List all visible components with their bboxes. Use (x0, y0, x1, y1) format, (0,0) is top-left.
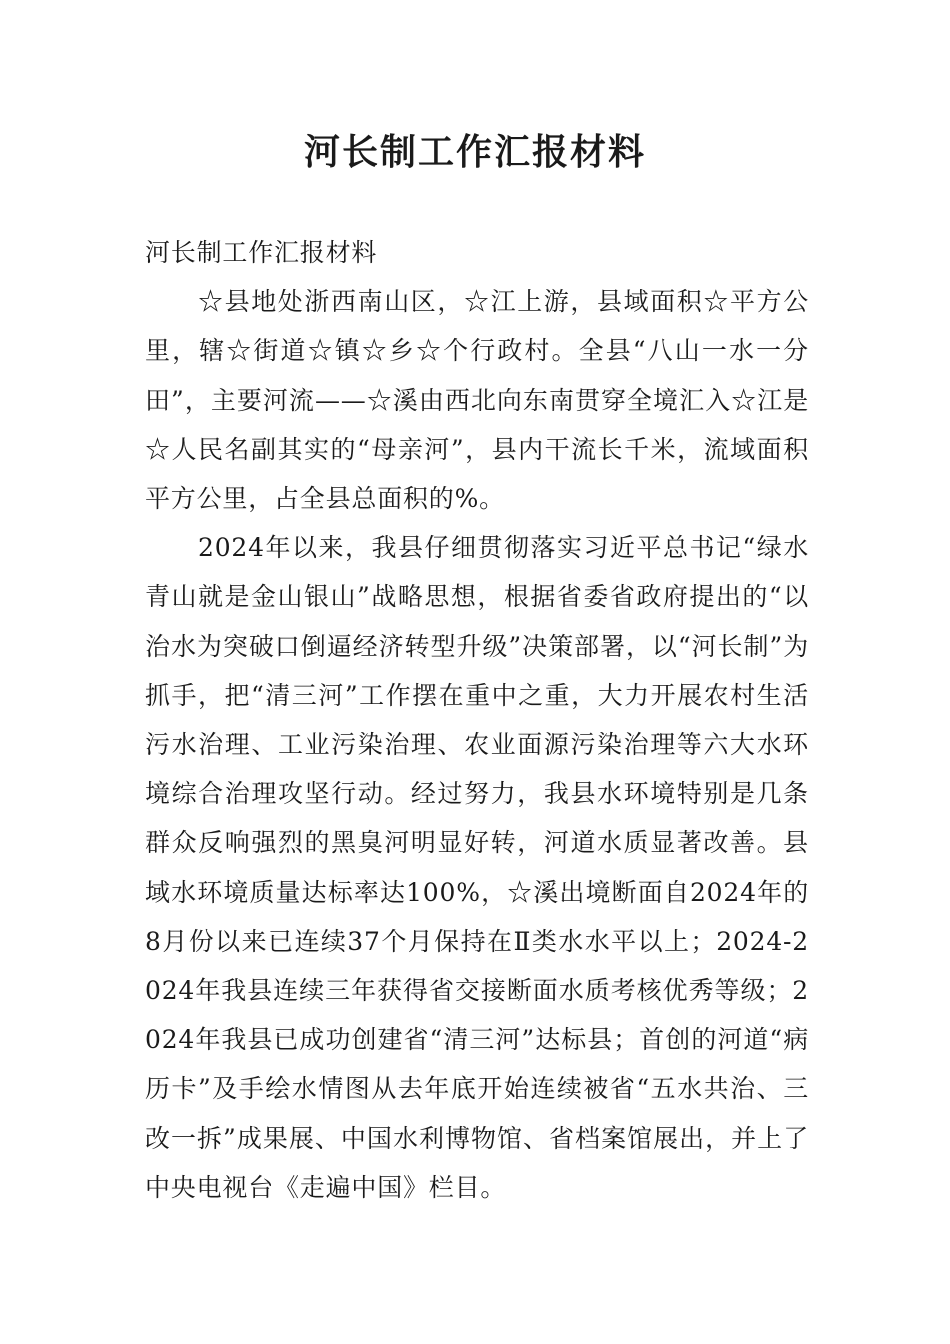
paragraph-progress: 2024年以来，我县仔细贯彻落实习近平总书记“绿水青山就是金山银山”战略思想，根据省委省政府提出的“以治水为突破口倒逼经济转型升级”决策部署，以“河长制”为抓手，把“清三河”工作摆在重中之重，大力开展农村生活污水治理、工业污染治理、农业面源污染治理等六大水环境综合治理攻坚行动。经过努力，我县水环境特别是几条群众反响强烈的黑臭河明显好转，河道水质显著改善。县域水环境质量达标率达100%，☆溪出境断面自2024年的8月份以来已连续37个月保持在Ⅱ类水水平以上；2024-2024年我县连续三年获得省交接断面水质考核优秀等级；2024年我县已成功创建省“清三河”达标县；首创的河道“病历卡”及手绘水情图从去年底开始连续被省“五水共治、三改一拆”成果展、中国水利博物馆、省档案馆展出，并上了中央电视台《走遍中国》栏目。 (145, 533, 809, 1202)
document-body (145, 228, 809, 1212)
document-title: 河长制工作汇报材料 (303, 131, 646, 173)
document-subtitle: 河长制工作汇报材料 (145, 238, 378, 267)
paragraph-overview: ☆县地处浙西南山区，☆江上游，县域面积☆平方公里，辖☆街道☆镇☆乡☆个行政村。全县“八山一水一分田”，主要河流——☆溪由西北向东南贯穿全境汇入☆江是☆人民名副其实的“母亲河”，县内干流长千米，流域面积平方公里，占全县总面积的%。 (145, 287, 809, 514)
